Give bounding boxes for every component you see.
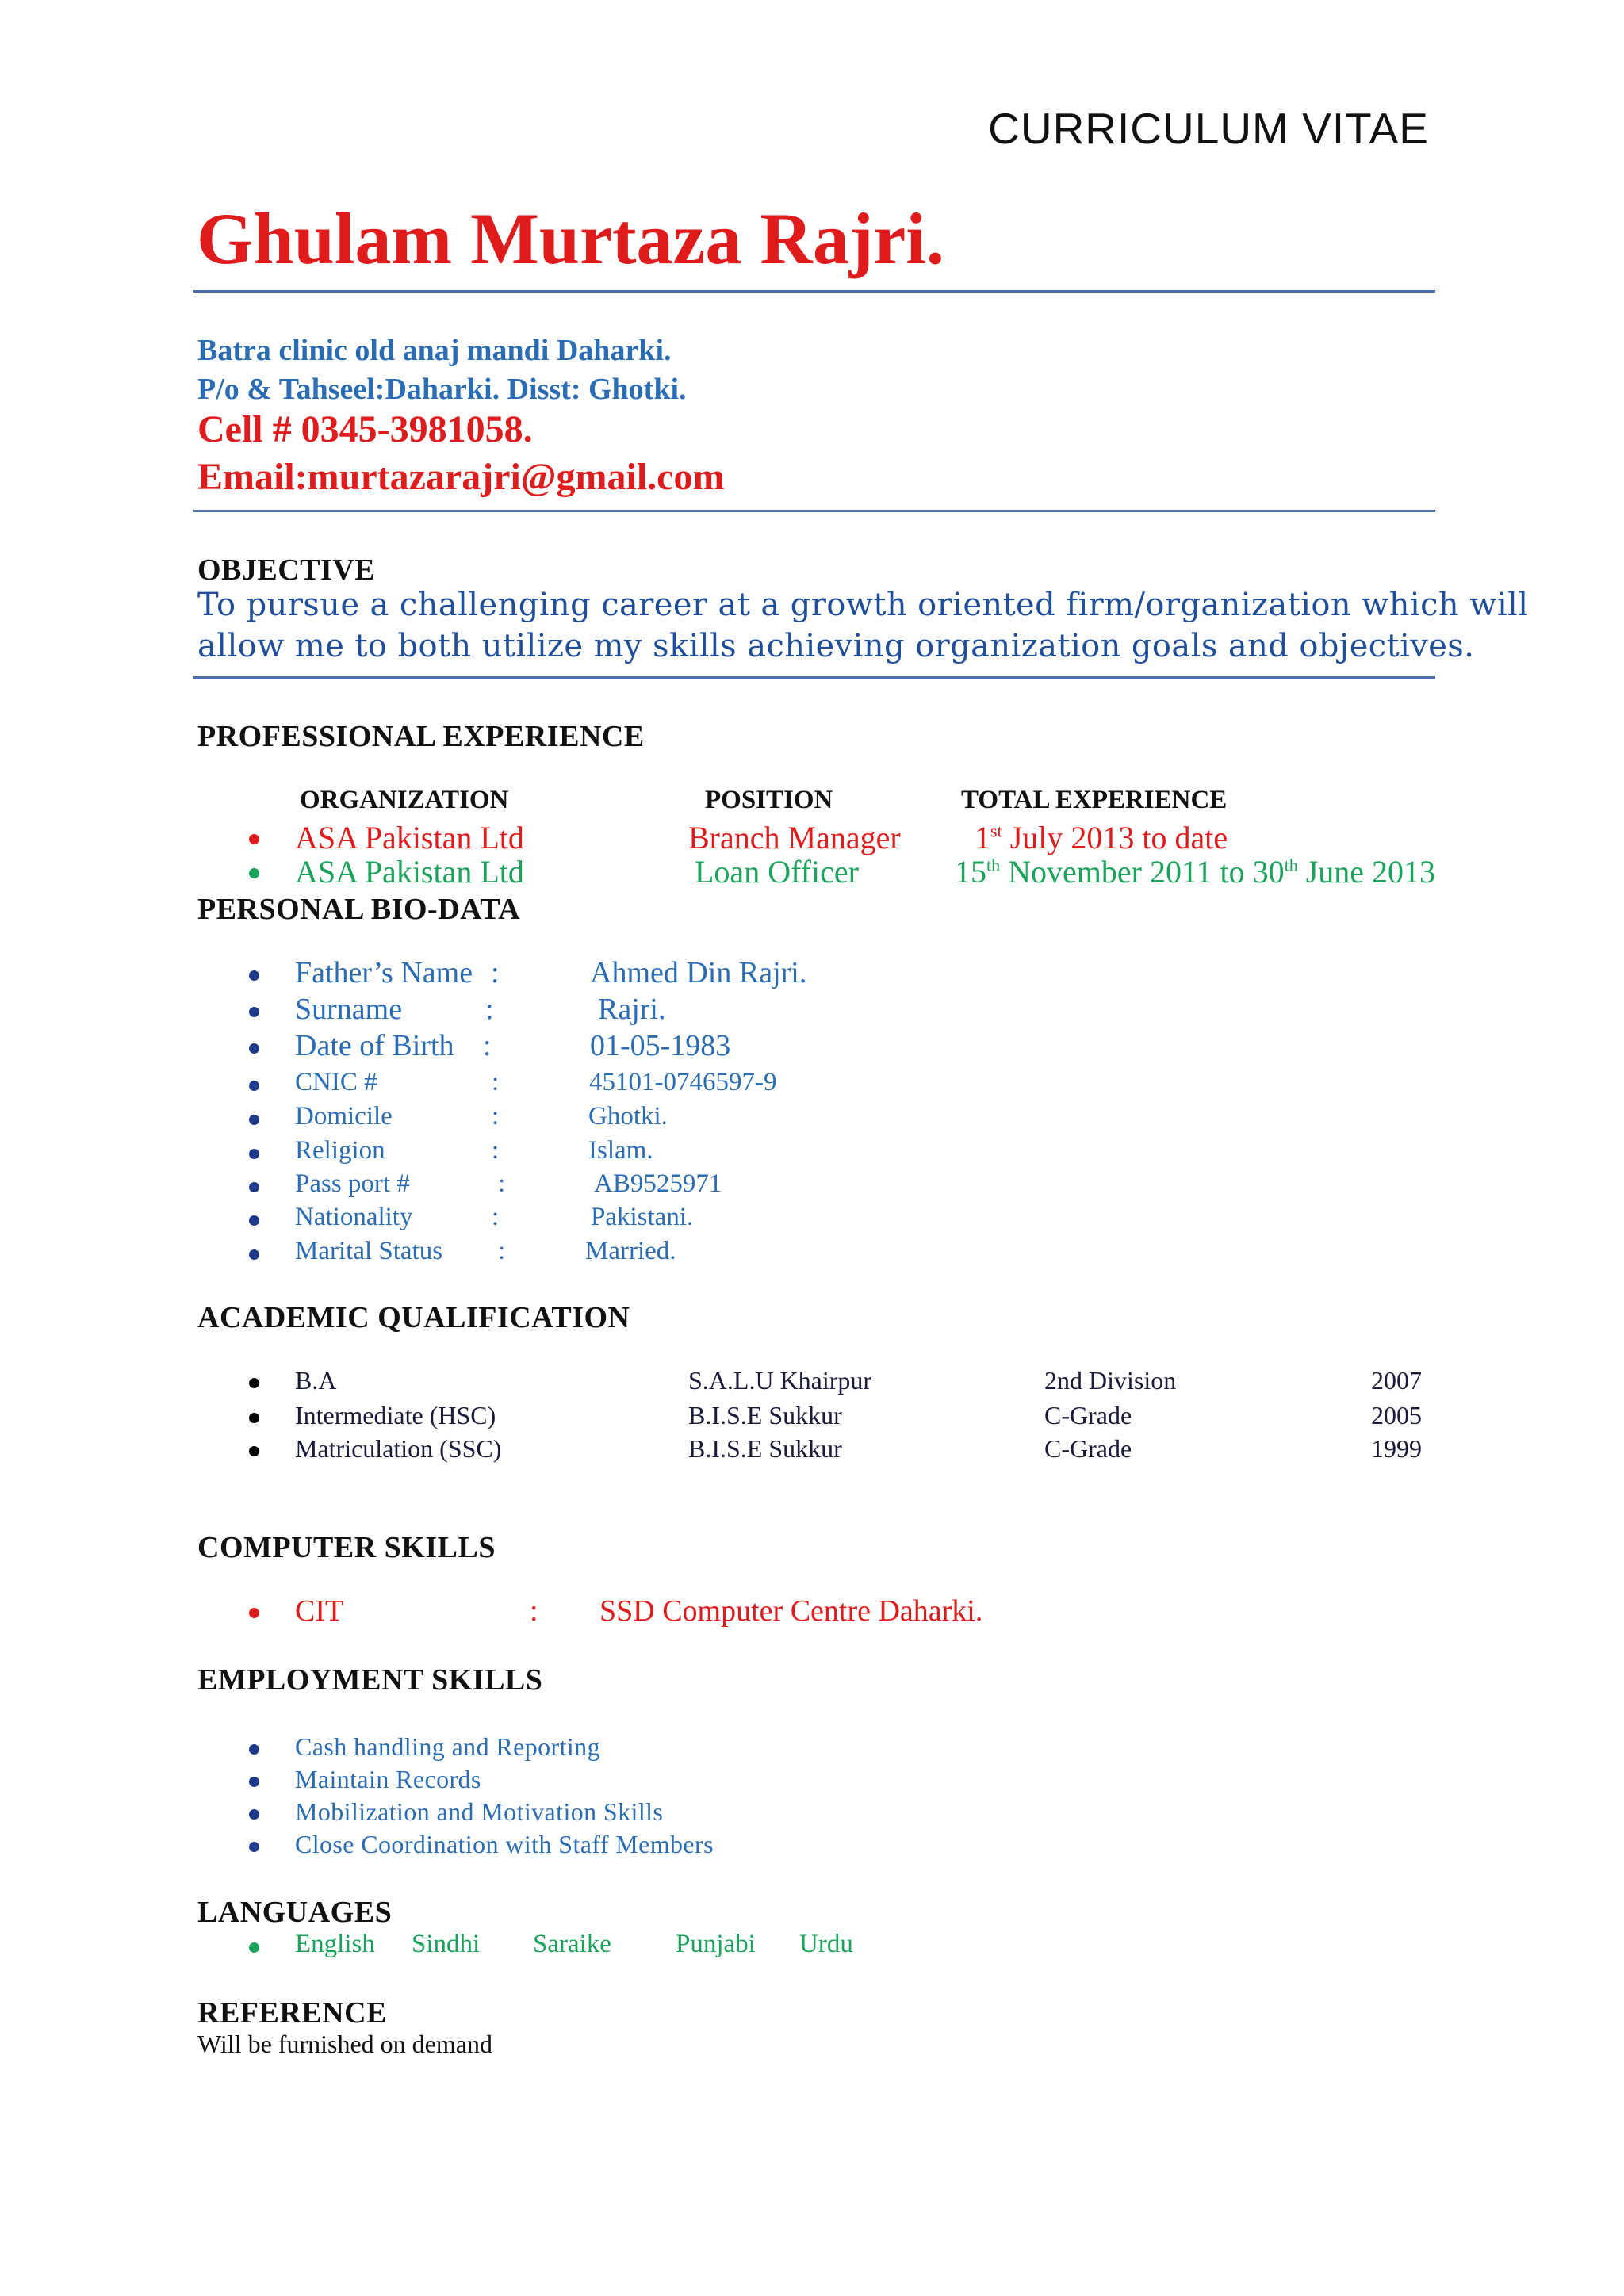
experience-position: Loan Officer [695,854,859,890]
bullet-icon [249,1809,259,1820]
bullet-icon [249,970,259,981]
academic-board: B.I.S.E Sukkur [688,1401,842,1429]
bio-colon: : [485,993,494,1026]
bullet-icon [249,1744,259,1755]
computer-skill: CIT [295,1594,344,1628]
academic-grade: C-Grade [1044,1401,1132,1429]
academic-year: 2005 [1371,1401,1422,1429]
reference-text: Will be furnished on demand [197,2030,492,2058]
experience-organization: ASA Pakistan Ltd [295,820,524,855]
bio-value: 01-05-1983 [590,1029,731,1062]
bio-label: Nationality [295,1203,413,1231]
column-total-experience: TOTAL EXPERIENCE [961,786,1228,814]
employment-skills-heading: EMPLOYMENT SKILLS [197,1663,543,1697]
bullet-icon [249,1378,259,1388]
objective-heading: OBJECTIVE [197,553,376,587]
bio-colon: : [491,956,500,989]
bio-label: Marital Status [295,1237,443,1265]
bullet-icon [249,1446,259,1456]
bio-value: 45101-0746597-9 [589,1068,777,1096]
bio-value: Married. [585,1237,676,1265]
bio-value: Pakistani. [591,1203,694,1231]
bullet-icon [249,1081,259,1091]
experience-heading: PROFESSIONAL EXPERIENCE [197,720,645,753]
bullet-icon [249,868,259,878]
objective-line-2: allow me to both utilize my skills achieving organization goals and objectives. [197,628,1475,664]
bullet-icon [249,1842,259,1852]
academic-grade: 2nd Division [1044,1366,1177,1395]
divider [193,676,1435,679]
bio-colon: : [483,1029,492,1062]
bullet-icon [249,1777,259,1787]
bio-colon: : [498,1169,506,1198]
candidate-name: Ghulam Murtaza Rajri. [197,198,944,279]
email: Email:murtazarajri@gmail.com [197,456,725,498]
bio-colon: : [492,1102,500,1131]
bullet-icon [249,1115,259,1125]
computer-colon: : [530,1594,538,1628]
bullet-icon [249,1182,259,1192]
experience-organization: ASA Pakistan Ltd [295,854,524,890]
bullet-icon [249,1215,259,1226]
bio-value: AB9525971 [594,1169,722,1198]
bio-value: Ghotki. [588,1102,668,1131]
bio-label: Date of Birth [295,1029,454,1062]
address-line-2: P/o & Tahseel:Daharki. Disst: Ghotki. [197,373,687,406]
experience-position: Branch Manager [688,820,901,855]
academic-grade: C-Grade [1044,1434,1132,1463]
cell-number: Cell # 0345-3981058. [197,408,533,450]
bio-label: Pass port # [295,1169,410,1198]
bio-label: Father’s Name [295,956,473,989]
experience-duration: 15th November 2011 to 30th June 2013 [955,854,1436,890]
bio-value: Ahmed Din Rajri. [590,956,807,989]
bio-value: Rajri. [598,993,666,1026]
objective-line-1: To pursue a challenging career at a growth oriented firm/organization which will [197,587,1529,623]
academic-heading: ACADEMIC QUALIFICATION [197,1301,630,1334]
language: Urdu [799,1930,853,1958]
divider [193,290,1435,293]
reference-heading: REFERENCE [197,1996,387,2030]
bio-value: Islam. [588,1136,653,1165]
bullet-icon [249,1043,259,1054]
bio-label: CNIC # [295,1068,377,1096]
academic-year: 2007 [1371,1366,1422,1395]
bio-colon: : [492,1068,500,1096]
bio-label: Surname [295,993,403,1026]
academic-degree: Intermediate (HSC) [295,1401,496,1429]
employment-skill: Close Coordination with Staff Members [295,1830,714,1858]
divider [193,510,1435,512]
academic-board: S.A.L.U Khairpur [688,1366,872,1395]
employment-skill: Mobilization and Motivation Skills [295,1797,664,1826]
language: Punjabi [676,1930,756,1958]
bio-colon: : [498,1237,506,1265]
bio-label: Domicile [295,1102,393,1131]
experience-duration: 1st July 2013 to date [975,820,1228,855]
bullet-icon [249,1007,259,1017]
bullet-icon [249,1249,259,1260]
bullet-icon [249,1608,259,1618]
document-title: CURRICULUM VITAE [988,104,1429,153]
bio-colon: : [492,1136,500,1165]
computer-skills-heading: COMPUTER SKILLS [197,1531,496,1564]
address-line-1: Batra clinic old anaj mandi Daharki. [197,334,672,367]
bullet-icon [249,1413,259,1423]
academic-board: B.I.S.E Sukkur [688,1434,842,1463]
bullet-icon [249,1149,259,1159]
bullet-icon [249,1942,259,1953]
language: Sindhi [412,1930,481,1958]
column-organization: ORGANIZATION [300,786,509,814]
employment-skill: Cash handling and Reporting [295,1732,600,1761]
academic-degree: B.A [295,1366,337,1395]
language: Saraike [533,1930,611,1958]
academic-degree: Matriculation (SSC) [295,1434,502,1463]
languages-heading: LANGUAGES [197,1896,393,1929]
bio-label: Religion [295,1136,385,1165]
bio-colon: : [492,1203,500,1231]
academic-year: 1999 [1371,1434,1422,1463]
language: English [295,1930,375,1958]
computer-institute: SSD Computer Centre Daharki. [599,1594,983,1628]
column-position: POSITION [705,786,833,814]
bullet-icon [249,834,259,844]
employment-skill: Maintain Records [295,1765,481,1793]
bio-heading: PERSONAL BIO-DATA [197,893,521,926]
